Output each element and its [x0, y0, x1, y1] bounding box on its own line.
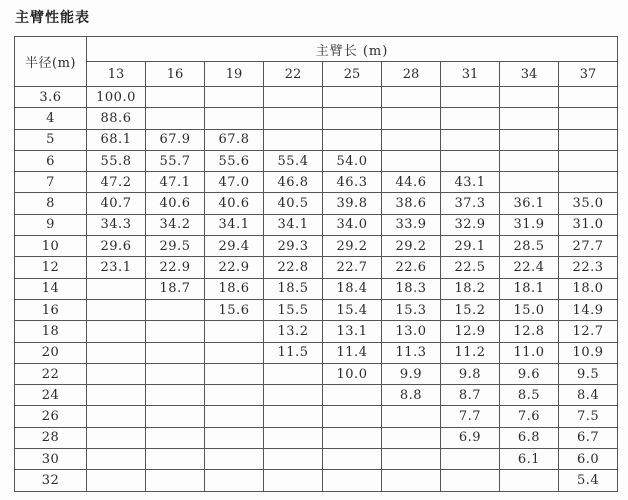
table-row: [15, 257, 618, 278]
capacity-cell: 12.9: [441, 321, 500, 342]
capacity-cell: 15.4: [323, 299, 382, 320]
capacity-cell: 11.2: [441, 342, 500, 363]
capacity-cell: 31.9: [500, 214, 559, 235]
capacity-cell: 12.8: [500, 321, 559, 342]
radius-cell: 30: [15, 449, 87, 470]
table-row: [15, 406, 618, 427]
capacity-cell: 34.3: [87, 214, 146, 235]
capacity-cell: [146, 385, 205, 406]
capacity-cell: [205, 363, 264, 384]
table-row: [15, 470, 618, 491]
capacity-cell: [205, 385, 264, 406]
capacity-cell: 7.6: [500, 406, 559, 427]
capacity-cell: 23.1: [87, 257, 146, 278]
capacity-cell: [87, 385, 146, 406]
capacity-cell: 29.2: [323, 236, 382, 257]
capacity-cell: [87, 342, 146, 363]
capacity-cell: [146, 470, 205, 491]
capacity-cell: 22.7: [323, 257, 382, 278]
capacity-cell: 9.5: [559, 363, 618, 384]
capacity-cell: 13.2: [264, 321, 323, 342]
table-row: [15, 299, 618, 320]
capacity-cell: 34.1: [264, 214, 323, 235]
capacity-cell: 15.5: [264, 299, 323, 320]
capacity-cell: 11.4: [323, 342, 382, 363]
capacity-cell: [323, 470, 382, 491]
capacity-cell: [87, 299, 146, 320]
radius-cell: 18: [15, 321, 87, 342]
capacity-cell: 29.3: [264, 236, 323, 257]
capacity-cell: 11.5: [264, 342, 323, 363]
radius-cell: 16: [15, 299, 87, 320]
radius-cell: 26: [15, 406, 87, 427]
capacity-cell: 31.0: [559, 214, 618, 235]
table-row: [15, 87, 618, 108]
capacity-cell: 22.6: [382, 257, 441, 278]
boom-length-header: 31: [441, 62, 500, 87]
table-row: [15, 150, 618, 171]
capacity-cell: 55.7: [146, 150, 205, 171]
capacity-cell: 34.2: [146, 214, 205, 235]
capacity-cell: 44.6: [382, 172, 441, 193]
capacity-cell: 55.6: [205, 150, 264, 171]
table-header: [15, 37, 618, 87]
capacity-cell: 15.0: [500, 299, 559, 320]
capacity-cell: [441, 108, 500, 129]
capacity-cell: 8.8: [382, 385, 441, 406]
capacity-cell: 22.4: [500, 257, 559, 278]
capacity-cell: 55.4: [264, 150, 323, 171]
capacity-cell: [323, 385, 382, 406]
radius-cell: 14: [15, 278, 87, 299]
capacity-cell: [264, 108, 323, 129]
boom-length-header: 34: [500, 62, 559, 87]
capacity-cell: 6.1: [500, 449, 559, 470]
capacity-cell: 18.1: [500, 278, 559, 299]
capacity-cell: 6.0: [559, 449, 618, 470]
capacity-cell: [205, 87, 264, 108]
capacity-cell: 29.1: [441, 236, 500, 257]
capacity-cell: [146, 321, 205, 342]
capacity-cell: 7.5: [559, 406, 618, 427]
capacity-cell: 14.9: [559, 299, 618, 320]
capacity-cell: [323, 129, 382, 150]
capacity-cell: 18.2: [441, 278, 500, 299]
boom-length-header: 22: [264, 62, 323, 87]
capacity-cell: [146, 449, 205, 470]
table-row: [15, 214, 618, 235]
capacity-cell: 35.0: [559, 193, 618, 214]
capacity-cell: [559, 108, 618, 129]
capacity-cell: [323, 449, 382, 470]
table-row: [15, 321, 618, 342]
capacity-cell: [382, 449, 441, 470]
page-title: 主臂性能表: [15, 10, 90, 26]
table-row: [15, 363, 618, 384]
capacity-cell: 7.7: [441, 406, 500, 427]
capacity-cell: [205, 449, 264, 470]
radius-column-header: 半径(m): [15, 37, 87, 87]
capacity-cell: 18.7: [146, 278, 205, 299]
boom-length-header: 19: [205, 62, 264, 87]
capacity-cell: [500, 87, 559, 108]
capacity-cell: [264, 87, 323, 108]
capacity-cell: 43.1: [441, 172, 500, 193]
capacity-cell: 40.6: [205, 193, 264, 214]
capacity-cell: 46.3: [323, 172, 382, 193]
capacity-cell: 8.5: [500, 385, 559, 406]
capacity-cell: 32.9: [441, 214, 500, 235]
capacity-cell: [87, 470, 146, 491]
table-row: [15, 193, 618, 214]
capacity-cell: [500, 150, 559, 171]
radius-cell: 24: [15, 385, 87, 406]
table-body: [15, 87, 618, 492]
capacity-cell: 18.6: [205, 278, 264, 299]
capacity-cell: 34.0: [323, 214, 382, 235]
radius-cell: 6: [15, 150, 87, 171]
radius-cell: 3.6: [15, 87, 87, 108]
capacity-cell: [146, 87, 205, 108]
capacity-cell: 36.1: [500, 193, 559, 214]
capacity-cell: [382, 129, 441, 150]
boom-length-span-header: 主臂长 (m): [87, 37, 618, 62]
table-row: [15, 172, 618, 193]
capacity-cell: [264, 129, 323, 150]
header-row-span: [15, 37, 618, 62]
capacity-cell: 18.0: [559, 278, 618, 299]
capacity-cell: 12.7: [559, 321, 618, 342]
capacity-cell: [146, 299, 205, 320]
capacity-cell: [264, 406, 323, 427]
capacity-cell: 88.6: [87, 108, 146, 129]
capacity-cell: [382, 470, 441, 491]
capacity-cell: 13.0: [382, 321, 441, 342]
capacity-cell: [323, 406, 382, 427]
capacity-cell: 40.6: [146, 193, 205, 214]
capacity-cell: 11.0: [500, 342, 559, 363]
capacity-cell: [382, 427, 441, 448]
capacity-cell: [87, 449, 146, 470]
capacity-cell: 47.0: [205, 172, 264, 193]
capacity-cell: [559, 150, 618, 171]
table-row: [15, 449, 618, 470]
table-row: [15, 108, 618, 129]
capacity-cell: 9.8: [441, 363, 500, 384]
capacity-cell: 54.0: [323, 150, 382, 171]
boom-performance-table: [14, 36, 618, 492]
capacity-cell: [382, 108, 441, 129]
capacity-cell: [87, 363, 146, 384]
radius-cell: 12: [15, 257, 87, 278]
radius-cell: 7: [15, 172, 87, 193]
table-row: [15, 385, 618, 406]
radius-cell: 8: [15, 193, 87, 214]
capacity-cell: 29.5: [146, 236, 205, 257]
capacity-cell: [323, 108, 382, 129]
capacity-cell: [559, 129, 618, 150]
capacity-cell: 29.2: [382, 236, 441, 257]
boom-length-header: 37: [559, 62, 618, 87]
capacity-cell: 13.1: [323, 321, 382, 342]
capacity-cell: [146, 342, 205, 363]
boom-length-header: 13: [87, 62, 146, 87]
radius-cell: 28: [15, 427, 87, 448]
capacity-cell: 46.8: [264, 172, 323, 193]
capacity-cell: 10.9: [559, 342, 618, 363]
capacity-cell: 11.3: [382, 342, 441, 363]
capacity-cell: [441, 87, 500, 108]
capacity-cell: [500, 172, 559, 193]
capacity-cell: 40.5: [264, 193, 323, 214]
capacity-cell: [264, 427, 323, 448]
capacity-cell: [382, 406, 441, 427]
capacity-cell: 15.2: [441, 299, 500, 320]
table-row: [15, 278, 618, 299]
capacity-cell: 28.5: [500, 236, 559, 257]
table-row: [15, 427, 618, 448]
capacity-cell: 67.8: [205, 129, 264, 150]
capacity-cell: [500, 108, 559, 129]
capacity-cell: [441, 129, 500, 150]
capacity-cell: [500, 129, 559, 150]
capacity-cell: 40.7: [87, 193, 146, 214]
capacity-cell: 18.4: [323, 278, 382, 299]
capacity-cell: 22.8: [264, 257, 323, 278]
radius-cell: 22: [15, 363, 87, 384]
capacity-cell: [264, 470, 323, 491]
capacity-cell: [264, 449, 323, 470]
capacity-cell: 22.9: [205, 257, 264, 278]
capacity-cell: [559, 172, 618, 193]
header-row-lengths: [15, 62, 618, 87]
capacity-cell: [500, 470, 559, 491]
capacity-cell: [146, 406, 205, 427]
capacity-cell: 8.7: [441, 385, 500, 406]
capacity-cell: [382, 150, 441, 171]
capacity-cell: 22.3: [559, 257, 618, 278]
radius-cell: 4: [15, 108, 87, 129]
capacity-cell: [264, 385, 323, 406]
capacity-cell: 100.0: [87, 87, 146, 108]
capacity-cell: 29.6: [87, 236, 146, 257]
capacity-cell: [323, 87, 382, 108]
capacity-cell: [87, 406, 146, 427]
capacity-cell: 22.5: [441, 257, 500, 278]
capacity-cell: 67.9: [146, 129, 205, 150]
capacity-cell: 27.7: [559, 236, 618, 257]
capacity-cell: 37.3: [441, 193, 500, 214]
capacity-cell: 47.2: [87, 172, 146, 193]
capacity-cell: 38.6: [382, 193, 441, 214]
capacity-cell: [87, 427, 146, 448]
capacity-cell: 22.9: [146, 257, 205, 278]
capacity-cell: 6.8: [500, 427, 559, 448]
capacity-cell: 15.3: [382, 299, 441, 320]
capacity-cell: 47.1: [146, 172, 205, 193]
table-row: [15, 236, 618, 257]
capacity-cell: 29.4: [205, 236, 264, 257]
capacity-cell: [264, 363, 323, 384]
capacity-cell: [205, 406, 264, 427]
radius-cell: 9: [15, 214, 87, 235]
capacity-cell: [146, 363, 205, 384]
radius-cell: 5: [15, 129, 87, 150]
capacity-cell: [441, 150, 500, 171]
capacity-cell: [441, 449, 500, 470]
capacity-cell: [87, 321, 146, 342]
capacity-cell: [205, 108, 264, 129]
capacity-cell: 39.8: [323, 193, 382, 214]
capacity-cell: [205, 321, 264, 342]
capacity-cell: [146, 108, 205, 129]
table-row: [15, 129, 618, 150]
radius-cell: 32: [15, 470, 87, 491]
capacity-cell: 18.5: [264, 278, 323, 299]
boom-length-header: 16: [146, 62, 205, 87]
table-row: [15, 342, 618, 363]
capacity-cell: 9.6: [500, 363, 559, 384]
capacity-cell: 18.3: [382, 278, 441, 299]
boom-length-header: 25: [323, 62, 382, 87]
capacity-cell: [323, 427, 382, 448]
capacity-cell: [559, 87, 618, 108]
capacity-cell: 5.4: [559, 470, 618, 491]
capacity-cell: 33.9: [382, 214, 441, 235]
capacity-cell: [205, 342, 264, 363]
capacity-cell: 10.0: [323, 363, 382, 384]
capacity-cell: [205, 470, 264, 491]
capacity-cell: 6.9: [441, 427, 500, 448]
capacity-cell: 6.7: [559, 427, 618, 448]
radius-cell: 20: [15, 342, 87, 363]
capacity-cell: [87, 278, 146, 299]
capacity-cell: [441, 470, 500, 491]
capacity-cell: 34.1: [205, 214, 264, 235]
radius-cell: 10: [15, 236, 87, 257]
boom-length-header: 28: [382, 62, 441, 87]
capacity-cell: 15.6: [205, 299, 264, 320]
capacity-cell: 8.4: [559, 385, 618, 406]
capacity-cell: 55.8: [87, 150, 146, 171]
capacity-cell: [205, 427, 264, 448]
capacity-cell: [382, 87, 441, 108]
capacity-cell: 68.1: [87, 129, 146, 150]
capacity-cell: 9.9: [382, 363, 441, 384]
capacity-cell: [146, 427, 205, 448]
